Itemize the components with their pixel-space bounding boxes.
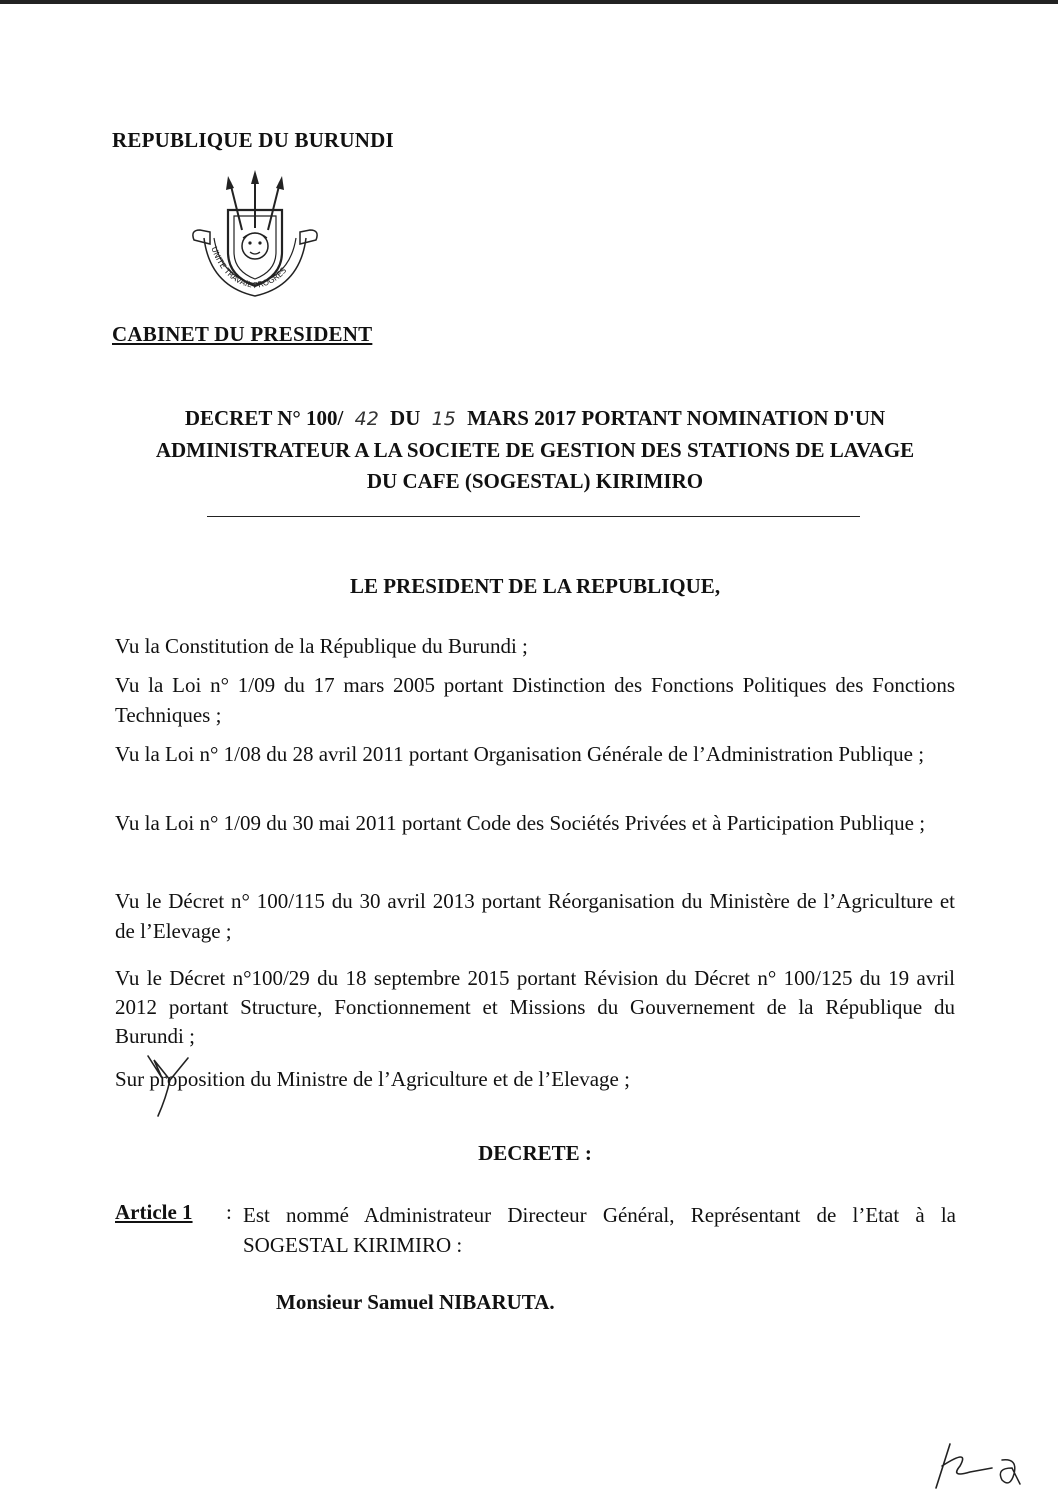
decree-title-line-3: DU CAFE (SOGESTAL) KIRIMIRO bbox=[366, 469, 704, 493]
decree-title-line-1 bbox=[110, 403, 960, 435]
decree-number-handwritten: 42 bbox=[354, 408, 379, 430]
article-1-text: Est nommé Administrateur Directeur Général, Représentant de l’Etat à la SOGESTAL KIRIMIRO : bbox=[243, 1203, 956, 1257]
consideration-loi-2011-societes: Vu la Loi n° 1/09 du 30 mai 2011 portant Code des Sociétés Privées et à Participation Publique ; bbox=[115, 811, 926, 835]
consideration-decret-2013: Vu le Décret n° 100/115 du 30 avril 2013 portant Réorganisation du Ministère de l’Agriculture et de l’Elevage ; bbox=[115, 889, 955, 943]
consideration-loi-2011-administration: Vu la Loi n° 1/08 du 28 avril 2011 portant Organisation Générale de l’Administration Publique ; bbox=[115, 742, 925, 766]
decree-title-du: DU bbox=[390, 406, 421, 430]
appointee-name: Monsieur Samuel NIBARUTA. bbox=[276, 1290, 555, 1314]
republic-heading: REPUBLIQUE DU BURUNDI bbox=[112, 128, 394, 152]
consideration-decret-2015: Vu le Décret n°100/29 du 18 septembre 2015 portant Révision du Décret n° 100/125 du 19 avril 2012 portant Structure, Fonctionnement et Missions du Gouvernement de la République du Burundi ; bbox=[115, 966, 955, 1048]
handwritten-initials-icon bbox=[930, 1438, 1030, 1493]
article-1-label: Article 1 bbox=[115, 1200, 193, 1224]
article-1-colon: : bbox=[226, 1200, 232, 1224]
burundi-coat-of-arms-icon bbox=[180, 168, 330, 318]
title-divider bbox=[207, 516, 860, 517]
decree-title bbox=[110, 403, 960, 497]
consideration-proposition: Sur proposition du Ministre de l’Agriculture et de l’Elevage ; bbox=[115, 1067, 630, 1091]
decree-day-handwritten: 15 bbox=[431, 408, 456, 430]
consideration-loi-2005: Vu la Loi n° 1/09 du 17 mars 2005 portant Distinction des Fonctions Politiques des Fonctions Techniques ; bbox=[115, 673, 955, 727]
decrete-heading: DECRETE : bbox=[478, 1141, 592, 1165]
decree-title-line-1-rest: MARS 2017 PORTANT NOMINATION D'UN bbox=[467, 406, 886, 430]
decree-title-prefix: DECRET N° 100/ bbox=[184, 406, 344, 430]
seal-motto: UNITE TRAVAIL PROGRES bbox=[209, 245, 289, 291]
president-heading: LE PRESIDENT DE LA REPUBLIQUE, bbox=[349, 574, 721, 598]
decree-title-line-2: ADMINISTRATEUR A LA SOCIETE DE GESTION DES STATIONS DE LAVAGE bbox=[155, 438, 915, 462]
consideration-constitution: Vu la Constitution de la République du Burundi ; bbox=[115, 634, 528, 658]
cabinet-heading: CABINET DU PRESIDENT bbox=[112, 322, 373, 346]
scan-top-border bbox=[0, 0, 1058, 4]
handwritten-initials-icon bbox=[140, 1048, 200, 1123]
